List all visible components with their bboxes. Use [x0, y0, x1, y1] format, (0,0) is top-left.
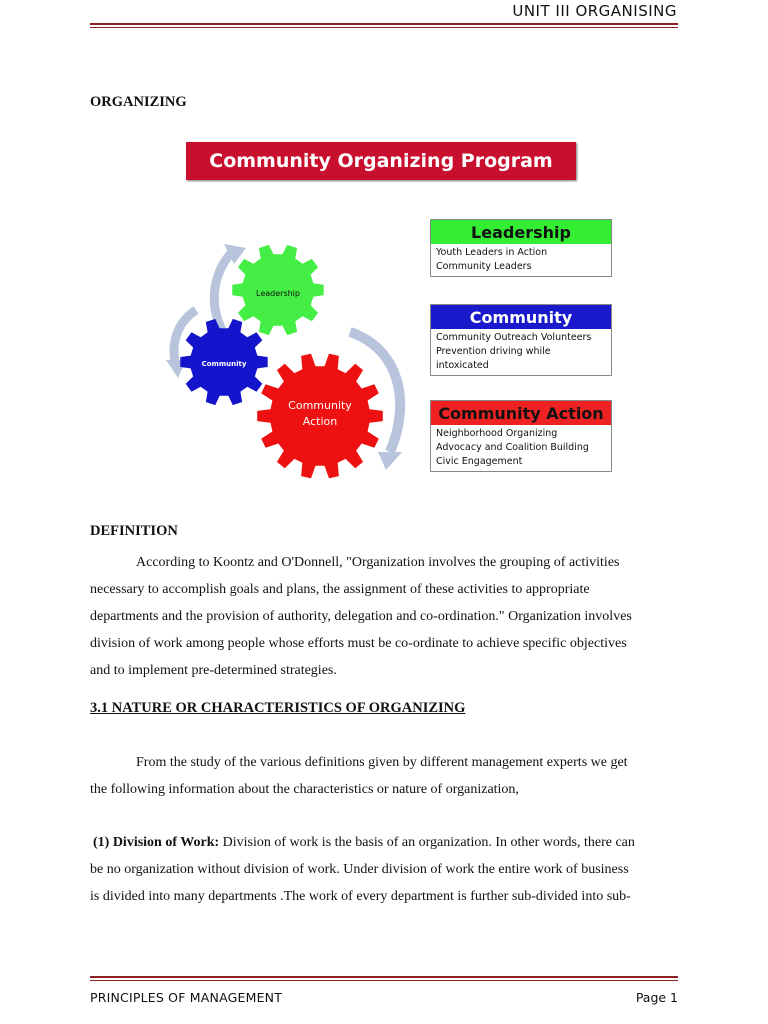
figure-title-banner: Community Organizing Program: [186, 142, 576, 180]
division-line: be no organization without division of work. Under division of work the entire work of business: [90, 862, 629, 877]
action-gear-label-line1: Community: [288, 399, 352, 412]
footer-course-title: PRINCIPLES OF MANAGEMENT: [90, 990, 283, 1005]
community-box-title: Community: [431, 305, 611, 329]
community-action-box-title: Community Action: [431, 401, 611, 425]
division-label: (1) Division of Work:: [93, 835, 220, 850]
definition-line: division of work among people whose efforts must be co-ordinate to achieve specific objectives: [90, 636, 627, 651]
definition-line: According to Koontz and O'Donnell, "Organization involves the grouping of activities: [136, 555, 620, 570]
running-header-title: UNIT III ORGANISING: [512, 2, 677, 20]
division-line: is divided into many departments .The work of every department is further sub-divided into sub-: [90, 889, 631, 904]
community-box-item: intoxicated: [436, 360, 489, 371]
action-gear-label-line2: Action: [302, 415, 338, 428]
header-rule-thin: [90, 27, 678, 28]
division-paragraph: [90, 829, 678, 910]
community-box-item: Prevention driving while: [436, 346, 551, 357]
leadership-gear-label: Leadership: [256, 289, 300, 298]
definition-line: departments and the provision of authority, delegation and co-ordination." Organization involves: [90, 609, 632, 624]
leadership-box-item: Youth Leaders in Action: [436, 247, 548, 258]
definition-heading: DEFINITION: [90, 523, 178, 539]
nature-line: the following information about the characteristics or nature of organization,: [90, 782, 519, 797]
division-line: Division of work is the basis of an organization. In other words, there can: [222, 835, 635, 850]
page-number: Page 1: [635, 990, 678, 1005]
community-action-box-item: Civic Engagement: [436, 456, 523, 467]
organizing-heading: ORGANIZING: [90, 94, 187, 110]
community-action-box-item: Advocacy and Coalition Building: [436, 442, 589, 453]
community-gear-label: Community: [201, 360, 247, 368]
nature-heading: 3.1 NATURE OR CHARACTERISTICS OF ORGANIZING: [90, 700, 466, 716]
community-box-item: Community Outreach Volunteers: [436, 332, 592, 343]
nature-line: From the study of the various definitions given by different management experts we get: [136, 755, 628, 770]
community-action-box-item: Neighborhood Organizing: [436, 428, 558, 439]
footer-rule: [90, 976, 678, 978]
leadership-box-item: Community Leaders: [436, 261, 532, 272]
community-box: [430, 304, 612, 376]
definition-line: and to implement pre-determined strategies.: [90, 663, 337, 678]
nature-paragraph: [90, 749, 678, 803]
gears-diagram: [150, 230, 420, 490]
community-action-box: [430, 400, 612, 472]
definition-paragraph: [90, 549, 678, 684]
header-rule: [90, 23, 678, 25]
definition-line: necessary to accomplish goals and plans, the assignment of these activities to appropriate: [90, 582, 590, 597]
leadership-box-title: Leadership: [431, 220, 611, 244]
footer-rule-thin: [90, 980, 678, 981]
leadership-box: [430, 219, 612, 277]
